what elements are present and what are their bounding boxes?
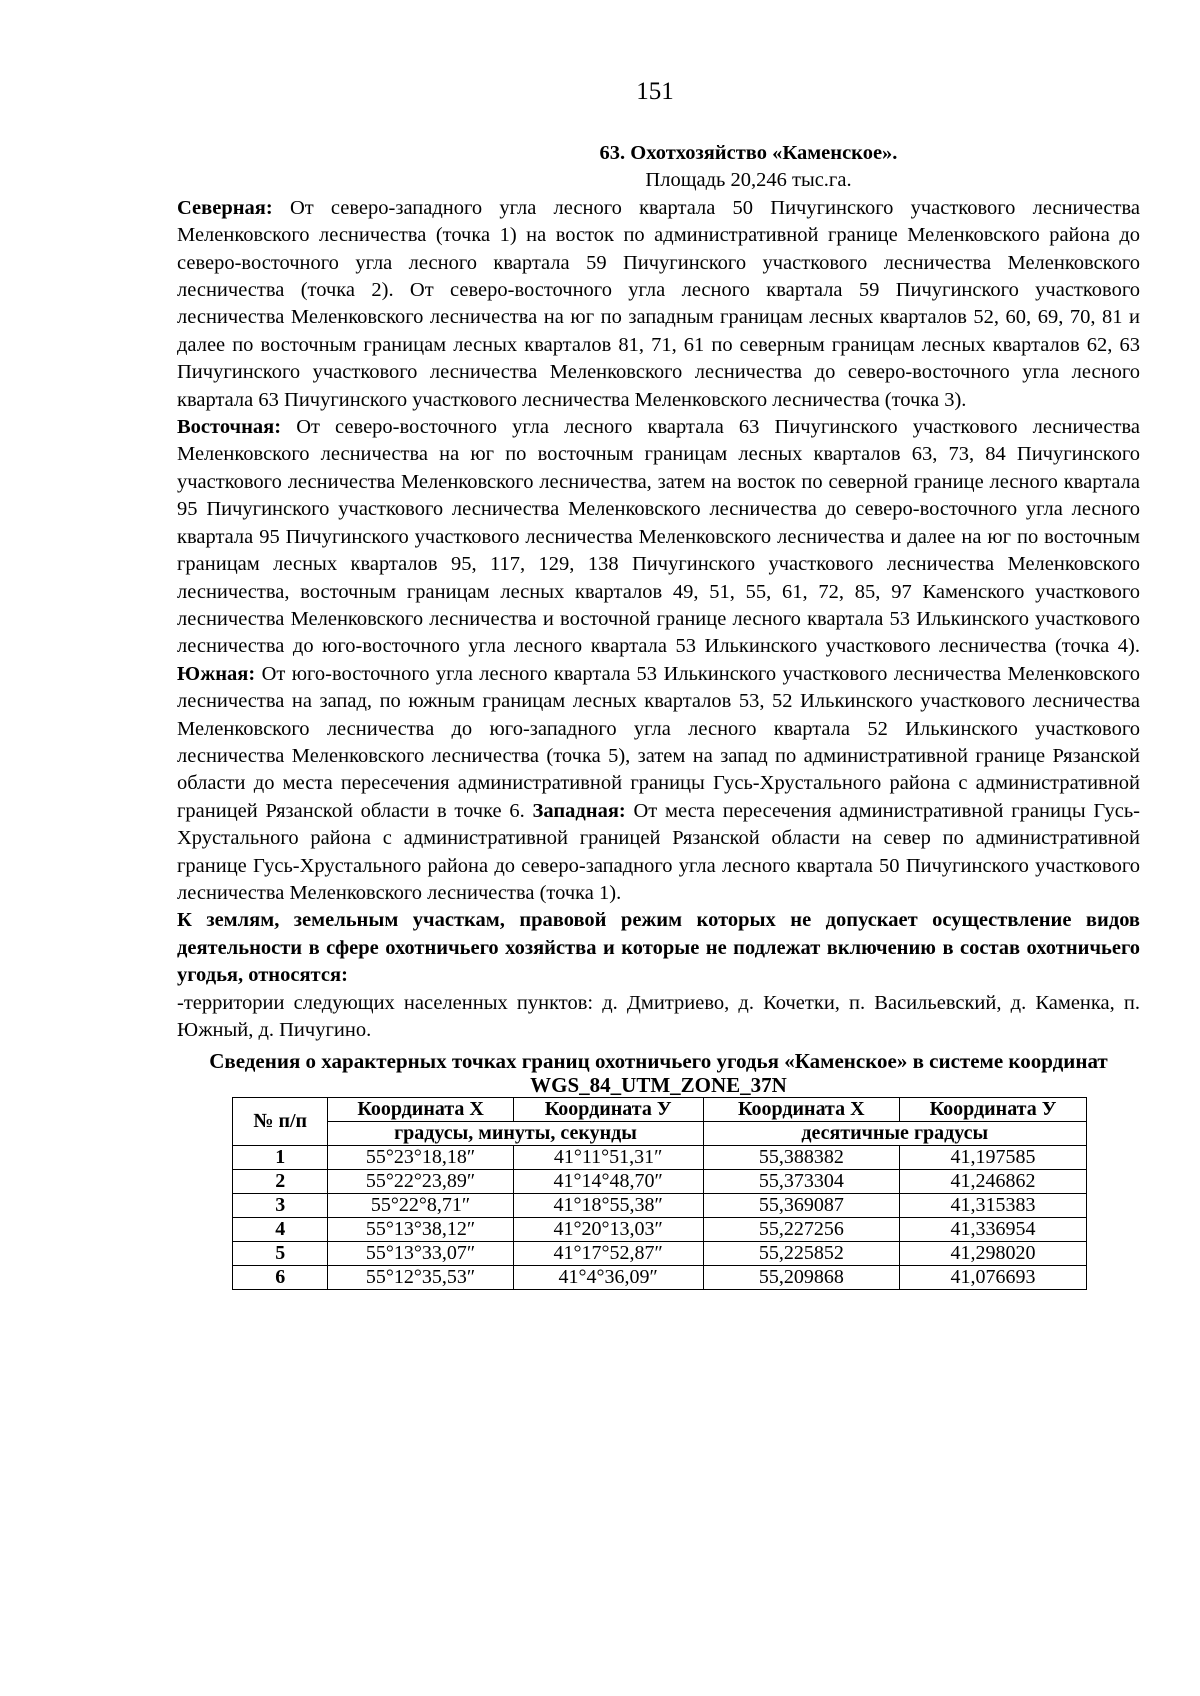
header-decimal: десятичные градусы <box>703 1122 1086 1146</box>
table-row <box>233 1266 1087 1290</box>
area-line: Площадь 20,246 тыс.га. <box>645 169 852 192</box>
cell-y-dms: 41°4°36,09″ <box>513 1266 703 1290</box>
south-text: От юго-восточного угла лесного квартала 53 Илькинского участкового лесничества Меленковского лесничества на запад, по южным границам лесных кварталов 53, 52 Илькинского участкового лесничества Меленковского лесничества до юго-западного угла лесного квартала 52 Илькинского участкового лесничества Меленковского лесничества (точка 5), затем на запад по административной границе Рязанской области до места пересечения административной границы Гусь-Хрустального района с административной границей Рязанской области в точке 6. <box>177 662 1140 822</box>
table-row <box>233 1194 1087 1218</box>
cell-x-dms: 55°12°35,53″ <box>328 1266 513 1290</box>
cell-y-dms: 41°11°51,31″ <box>513 1146 703 1170</box>
table-subheader-row <box>233 1122 1087 1146</box>
cell-x-dms: 55°22°23,89″ <box>328 1170 513 1194</box>
header-coord-y: Координата У <box>513 1098 703 1122</box>
cell-y-dms: 41°20°13,03″ <box>513 1218 703 1242</box>
table-row <box>233 1242 1087 1266</box>
cell-y-dms: 41°17°52,87″ <box>513 1242 703 1266</box>
south-label: Южная: <box>177 662 256 685</box>
cell-x-decimal: 55,209868 <box>703 1266 900 1290</box>
east-label: Восточная: <box>177 416 282 439</box>
cell-y-decimal: 41,197585 <box>900 1146 1087 1170</box>
west-text: От места пересечения административной границы Гусь-Хрустального района с административной границей Рязанской области на север по административной границе Гусь-Хрустального района до северо-западного угла лесного квартала 50 Пичугинского участкового лесничества Меленковского лесничества (точка 1). <box>177 799 1141 904</box>
cell-num: 1 <box>233 1146 328 1170</box>
document-body <box>177 140 1140 1290</box>
cell-y-decimal: 41,336954 <box>900 1218 1087 1242</box>
table-row <box>233 1170 1087 1194</box>
table-row <box>233 1146 1087 1170</box>
west-label: Западная: <box>532 799 626 822</box>
exclusions-heading: К землям, земельным участкам, правовой режим которых не допускает осуществление видов деятельности в сфере охотничьего хозяйства и которые не подлежат включению в состав охотничьего угодья, относятся: <box>177 909 1140 987</box>
cell-x-dms: 55°13°38,12″ <box>328 1218 513 1242</box>
page-number: 151 <box>636 78 674 105</box>
cell-x-dms: 55°13°33,07″ <box>328 1242 513 1266</box>
header-num: № п/п <box>233 1098 328 1146</box>
header-coord-x: Координата Х <box>328 1098 513 1122</box>
coordinates-table <box>232 1097 1087 1290</box>
header-coord-x-decimal: Координата Х <box>703 1098 900 1122</box>
east-text: От северо-восточного угла лесного квартала 63 Пичугинского участкового лесничества Меленковского лесничества на юг по восточным границам лесных кварталов 63, 73, 84 Пичугинского участкового лесничества Меленковского лесничества, затем на восток по северной границе лесного квартала 95 Пичугинского участкового лесничества Меленковского лесничества до северо-восточного угла лесного квартала 95 Пичугинского участкового лесничества Меленковского лесничества и далее на юг по восточным границам лесных кварталов 95, 117, 129, 138 Пичугинского участкового лесничества Меленковского лесничества, восточным границам лесных кварталов 49, 51, 55, 61, 72, 85, 97 Каменского участкового лесничества Меленковского лесничества и восточной границе лесного квартала 53 Илькинского участкового лесничества до юго-восточного угла лесного квартала 53 Илькинского участкового лесничества (точка 4). <box>177 416 1140 658</box>
header-dms: градусы, минуты, секунды <box>328 1122 703 1146</box>
cell-x-dms: 55°23°18,18″ <box>328 1146 513 1170</box>
cell-y-decimal: 41,315383 <box>900 1194 1087 1218</box>
cell-x-decimal: 55,373304 <box>703 1170 900 1194</box>
cell-num: 2 <box>233 1170 328 1194</box>
cell-y-decimal: 41,076693 <box>900 1266 1087 1290</box>
cell-y-dms: 41°14°48,70″ <box>513 1170 703 1194</box>
cell-x-decimal: 55,227256 <box>703 1218 900 1242</box>
cell-y-decimal: 41,246862 <box>900 1170 1087 1194</box>
table-row <box>233 1218 1087 1242</box>
cell-num: 6 <box>233 1266 328 1290</box>
table-header-row <box>233 1098 1087 1122</box>
cell-num: 5 <box>233 1242 328 1266</box>
cell-y-decimal: 41,298020 <box>900 1242 1087 1266</box>
header-coord-y-decimal: Координата У <box>900 1098 1087 1122</box>
boundary-description <box>177 195 1140 908</box>
section-title: 63. Охотхозяйство «Каменское». <box>599 142 898 164</box>
cell-num: 4 <box>233 1218 328 1242</box>
cell-x-dms: 55°22°8,71″ <box>328 1194 513 1218</box>
north-text: От северо-западного угла лесного квартала 50 Пичугинского участкового лесничества Меленковского лесничества (точка 1) на восток по административной границе Меленковского района до северо-восточного угла лесного квартала 59 Пичугинского участкового лесничества Меленковского лесничества (точка 2). От северо-восточного угла лесного квартала 59 Пичугинского участкового лесничества Меленковского лесничества на юг по западным границам лесных кварталов 52, 60, 69, 70, 81 и далее по восточным границам лесных кварталов 81, 71, 61 по северным границам лесных кварталов 62, 63 Пичугинского участкового лесничества Меленковского лесничества до северо-восточного угла лесного квартала 63 Пичугинского участкового лесничества Меленковского лесничества (точка 3). <box>177 196 1140 411</box>
cell-x-decimal: 55,225852 <box>703 1242 900 1266</box>
cell-x-decimal: 55,369087 <box>703 1194 900 1218</box>
cell-x-decimal: 55,388382 <box>703 1146 900 1170</box>
cell-y-dms: 41°18°55,38″ <box>513 1194 703 1218</box>
cell-num: 3 <box>233 1194 328 1218</box>
table-title: Сведения о характерных точках границ охотничьего угодья «Каменское» в системе координат WGS_84_UTM_ZONE_37N <box>209 1049 1108 1098</box>
north-label: Северная: <box>177 196 273 219</box>
exclusions-text: -территории следующих населенных пунктов: д. Дмитриево, д. Кочетки, п. Васильевский, д. Каменка, п. Южный, д. Пичугино. <box>177 991 1140 1041</box>
